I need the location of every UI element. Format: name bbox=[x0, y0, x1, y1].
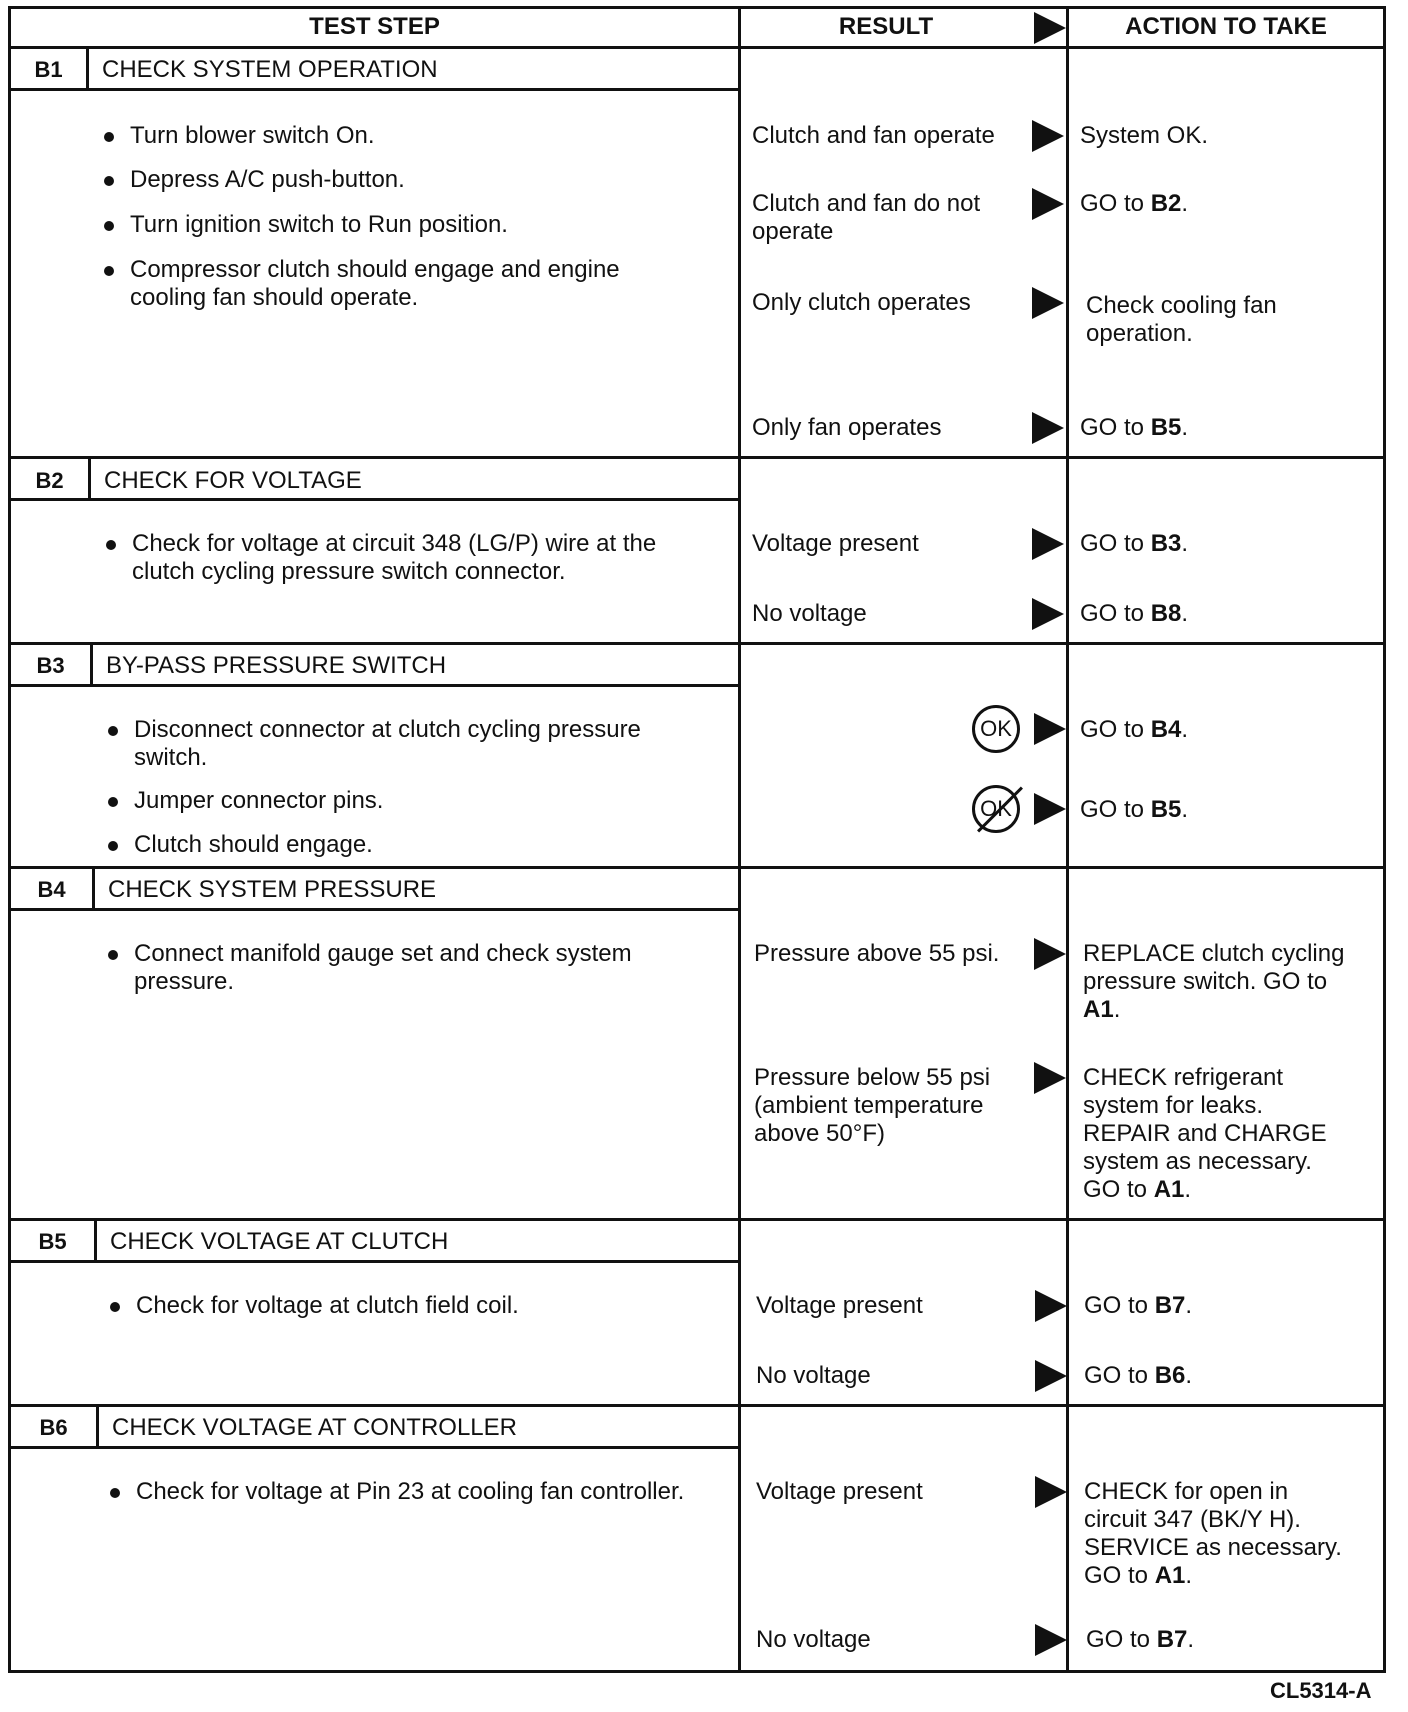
step-b1-title: CHECK SYSTEM OPERATION bbox=[102, 56, 438, 83]
step-b6-title-underline bbox=[8, 1446, 741, 1449]
result-arrow-icon bbox=[1034, 793, 1066, 825]
step-b1-result: Clutch and fan operate bbox=[752, 122, 995, 149]
step-b6-result: No voltage bbox=[756, 1626, 871, 1653]
result-arrow-icon bbox=[1032, 120, 1064, 152]
step-b1-bullet: Compressor clutch should engage and engine cooling fan should operate. bbox=[104, 256, 620, 312]
step-b4-result: Pressure above 55 psi. bbox=[754, 940, 1000, 967]
header-test-step: TEST STEP bbox=[309, 13, 440, 40]
step-b2-title: CHECK FOR VOLTAGE bbox=[104, 467, 362, 494]
step-b6-id-divider bbox=[96, 1406, 99, 1448]
step-b3-title-underline bbox=[8, 684, 741, 687]
table-border-top bbox=[8, 6, 1386, 9]
step-b1-action: GO to B5. bbox=[1080, 414, 1189, 441]
step-b3-id-divider bbox=[90, 644, 93, 686]
bullet-dot-icon bbox=[108, 726, 118, 736]
step-b5-id: B5 bbox=[38, 1229, 67, 1254]
step-b3-bottom-border bbox=[8, 866, 1386, 869]
result-arrow-icon bbox=[1035, 1360, 1067, 1392]
step-b2-id: B2 bbox=[35, 468, 64, 493]
step-b5-bullet: Check for voltage at clutch field coil. bbox=[110, 1292, 519, 1320]
step-b1-result: Only fan operates bbox=[752, 414, 942, 441]
column-divider-result bbox=[738, 6, 741, 1673]
step-b1-result: Only clutch operates bbox=[752, 289, 971, 316]
step-b2-bottom-border bbox=[8, 642, 1386, 645]
bullet-dot-icon bbox=[104, 176, 114, 186]
step-b2-action: GO to B8. bbox=[1080, 600, 1189, 627]
bullet-dot-icon bbox=[104, 266, 114, 276]
step-b4-action: REPLACE clutch cycling pressure switch. GO to A1. bbox=[1083, 940, 1345, 1023]
step-b4-action: CHECK refrigerant system for leaks. REPAIR and CHARGE system as necessary. GO to A1. bbox=[1083, 1064, 1327, 1203]
step-reference: B3 bbox=[1150, 530, 1182, 557]
bullet-dot-icon bbox=[108, 797, 118, 807]
bullet-dot-icon bbox=[110, 1302, 120, 1312]
step-b1-result: Clutch and fan do not operate bbox=[752, 190, 981, 245]
step-b5-action: GO to B7. bbox=[1084, 1292, 1193, 1319]
result-arrow-icon bbox=[1035, 1624, 1067, 1656]
step-b6-id: B6 bbox=[39, 1415, 68, 1440]
step-reference: B7 bbox=[1154, 1292, 1186, 1319]
step-b3-title: BY-PASS PRESSURE SWITCH bbox=[106, 652, 447, 679]
bullet-dot-icon bbox=[108, 841, 118, 851]
column-divider-action bbox=[1066, 6, 1069, 1673]
bullet-dot-icon bbox=[104, 221, 114, 231]
step-b4-title-underline bbox=[8, 908, 741, 911]
step-b1-bullet: Turn blower switch On. bbox=[104, 122, 375, 150]
result-arrow-icon bbox=[1032, 598, 1064, 630]
step-b3-action: GO to B4. bbox=[1080, 716, 1189, 743]
step-b4-result: Pressure below 55 psi (ambient temperature above 50°F) bbox=[754, 1064, 991, 1147]
step-reference: A1 bbox=[1083, 996, 1114, 1023]
step-b5-title: CHECK VOLTAGE AT CLUTCH bbox=[110, 1228, 449, 1255]
result-arrow-icon bbox=[1034, 938, 1066, 970]
step-b2-bullet: Check for voltage at circuit 348 (LG/P) wire at the clutch cycling pressure switch connector. bbox=[106, 530, 656, 586]
step-reference: B5 bbox=[1150, 796, 1182, 823]
step-b3-id: B3 bbox=[36, 653, 65, 678]
step-b4-title: CHECK SYSTEM PRESSURE bbox=[108, 876, 437, 903]
ok-circle-icon: OK bbox=[972, 705, 1020, 753]
result-arrow-icon bbox=[1032, 188, 1064, 220]
result-arrow-icon bbox=[1035, 1290, 1067, 1322]
step-b4-bullet: Connect manifold gauge set and check system pressure. bbox=[108, 940, 632, 996]
header-arrow-icon bbox=[1034, 12, 1066, 44]
step-b1-title-underline bbox=[8, 88, 741, 91]
step-b3-bullet: Disconnect connector at clutch cycling pressure switch. bbox=[108, 716, 641, 772]
step-b1-id: B1 bbox=[34, 57, 63, 82]
step-b4-id-divider bbox=[92, 868, 95, 910]
result-arrow-icon bbox=[1032, 412, 1064, 444]
step-reference: B6 bbox=[1154, 1362, 1186, 1389]
step-b4-id: B4 bbox=[37, 877, 66, 902]
step-b5-bottom-border bbox=[8, 1404, 1386, 1407]
result-arrow-icon bbox=[1032, 287, 1064, 319]
header-action-to-take: ACTION TO TAKE bbox=[1125, 13, 1327, 40]
bullet-dot-icon bbox=[110, 1488, 120, 1498]
step-reference: B8 bbox=[1150, 600, 1182, 627]
step-b2-id-divider bbox=[88, 458, 91, 500]
step-b5-id-divider bbox=[94, 1220, 97, 1262]
step-b1-bullet: Turn ignition switch to Run position. bbox=[104, 211, 508, 239]
step-b6-title: CHECK VOLTAGE AT CONTROLLER bbox=[112, 1414, 517, 1441]
step-reference: B5 bbox=[1150, 414, 1182, 441]
step-b6-result: Voltage present bbox=[756, 1478, 923, 1505]
result-arrow-icon bbox=[1034, 1062, 1066, 1094]
step-b6-action: GO to B7. bbox=[1086, 1626, 1195, 1653]
bullet-dot-icon bbox=[108, 950, 118, 960]
step-b4-bottom-border bbox=[8, 1218, 1386, 1221]
step-b1-id-divider bbox=[86, 46, 89, 90]
step-b5-result: No voltage bbox=[756, 1362, 871, 1389]
step-b3-action: GO to B5. bbox=[1080, 796, 1189, 823]
step-b1-bullet: Depress A/C push-button. bbox=[104, 166, 405, 194]
step-reference: A1 bbox=[1154, 1562, 1186, 1589]
step-b2-result: No voltage bbox=[752, 600, 867, 627]
step-b1-bottom-border bbox=[8, 456, 1386, 459]
step-b1-action: GO to B2. bbox=[1080, 190, 1189, 217]
result-arrow-icon bbox=[1034, 713, 1066, 745]
step-b3-bullet: Jumper connector pins. bbox=[108, 787, 383, 815]
step-reference: B4 bbox=[1150, 716, 1182, 743]
result-arrow-icon bbox=[1032, 528, 1064, 560]
step-b6-bullet: Check for voltage at Pin 23 at cooling fan controller. bbox=[110, 1478, 684, 1506]
step-b6-action: CHECK for open in circuit 347 (BK/Y H). SERVICE as necessary. GO to A1. bbox=[1084, 1478, 1342, 1589]
step-b1-action: Check cooling fan operation. bbox=[1086, 292, 1277, 347]
step-reference: B2 bbox=[1150, 190, 1182, 217]
figure-id: CL5314-A bbox=[1270, 1678, 1372, 1703]
table-border-right bbox=[1383, 6, 1386, 1673]
step-b5-action: GO to B6. bbox=[1084, 1362, 1193, 1389]
not-ok-circle-icon: OK bbox=[972, 785, 1020, 833]
step-b3-bullet: Clutch should engage. bbox=[108, 831, 373, 859]
table-border-bottom bbox=[8, 1670, 1386, 1673]
header-underline bbox=[8, 46, 1386, 49]
step-b2-title-underline bbox=[8, 498, 741, 501]
bullet-dot-icon bbox=[106, 540, 116, 550]
step-b1-action: System OK. bbox=[1080, 122, 1209, 149]
step-b5-result: Voltage present bbox=[756, 1292, 923, 1319]
step-reference: A1 bbox=[1153, 1176, 1185, 1203]
bullet-dot-icon bbox=[104, 132, 114, 142]
header-result: RESULT bbox=[838, 13, 934, 40]
step-b5-title-underline bbox=[8, 1260, 741, 1263]
result-arrow-icon bbox=[1035, 1476, 1067, 1508]
step-reference: B7 bbox=[1156, 1626, 1188, 1653]
step-b2-result: Voltage present bbox=[752, 530, 919, 557]
step-b2-action: GO to B3. bbox=[1080, 530, 1189, 557]
